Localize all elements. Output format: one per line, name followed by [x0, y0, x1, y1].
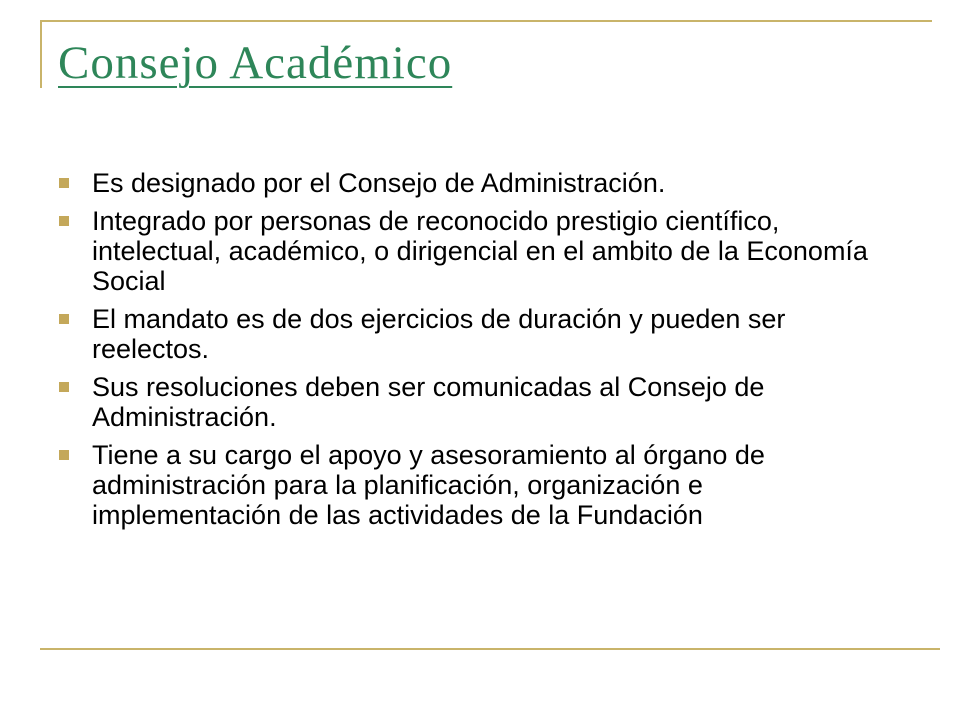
square-bullet-icon	[59, 450, 69, 460]
bottom-rule-line	[40, 648, 940, 650]
bullet-text: Integrado por personas de reconocido prestigio científico, intelectual, académico, o dirigencial en el ambito de la Economía Social	[92, 206, 868, 296]
bullet-text: Sus resoluciones deben ser comunicadas al Consejo de Administración.	[92, 372, 765, 432]
bullet-text: Es designado por el Consejo de Administración.	[92, 168, 666, 198]
square-bullet-icon	[59, 314, 69, 324]
square-bullet-icon	[59, 382, 69, 392]
bullet-item	[58, 206, 898, 296]
square-bullet-icon	[59, 216, 69, 226]
bullet-text: Tiene a su cargo el apoyo y asesoramiento al órgano de administración para la planificación, organización e implementación de las actividades de la Fundación	[92, 440, 765, 530]
bullet-item	[58, 372, 898, 432]
bullet-item	[58, 304, 898, 364]
square-bullet-icon	[59, 178, 69, 188]
bullet-item	[58, 440, 898, 530]
bullet-text: El mandato es de dos ejercicios de duración y pueden ser reelectos.	[92, 304, 786, 364]
bullet-item	[58, 168, 898, 198]
bullet-list	[58, 168, 898, 538]
top-rule-line	[40, 20, 932, 22]
slide-title: Consejo Académico	[58, 37, 453, 89]
left-rule-line	[40, 20, 42, 88]
